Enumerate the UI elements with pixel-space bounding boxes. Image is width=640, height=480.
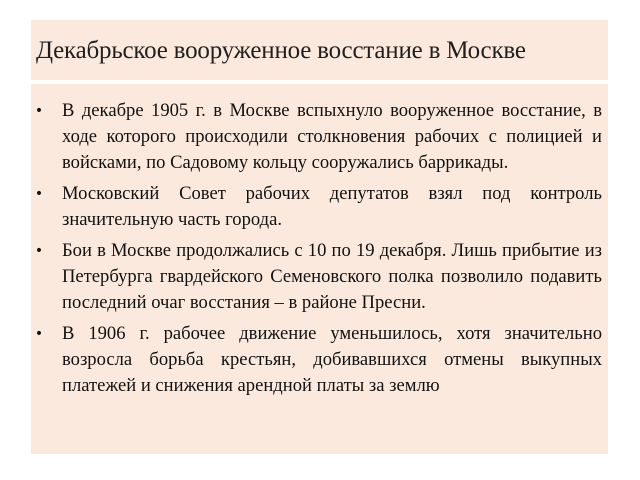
bullet-text: В 1906 г. рабочее движение уменьшилось, хотя значительно возросла борьба крестьян, добивавшихся отмены выкупных платежей и снижения арендной платы за землю [62, 323, 602, 396]
bullet-icon: • [34, 103, 44, 119]
bullet-icon: • [34, 243, 44, 259]
slide [31, 20, 608, 454]
bullet-icon: • [34, 186, 44, 202]
bullet-item [31, 181, 602, 233]
bullet-item [31, 238, 602, 316]
bullet-item [31, 321, 602, 399]
bullet-text: Бои в Москве продолжались с 10 по 19 декабря. Лишь прибытие из Петербурга гвардейского Семеновского полка позволило подавить последний очаг восстания – в районе Пресни. [62, 240, 602, 313]
bullet-list [31, 98, 602, 404]
bullet-item [31, 98, 602, 176]
bullet-icon: • [34, 326, 44, 342]
bullet-text: Московский Совет рабочих депутатов взял под контроль значительную часть города. [62, 183, 602, 230]
title-divider [31, 80, 608, 84]
bullet-text: В декабре 1905 г. в Москве вспыхнуло вооруженное восстание, в ходе которого происходили столкновения рабочих с полицией и войсками, по Садовому кольцу сооружались баррикады. [62, 100, 602, 173]
slide-title: Декабрьское вооруженное восстание в Москве [36, 37, 526, 64]
